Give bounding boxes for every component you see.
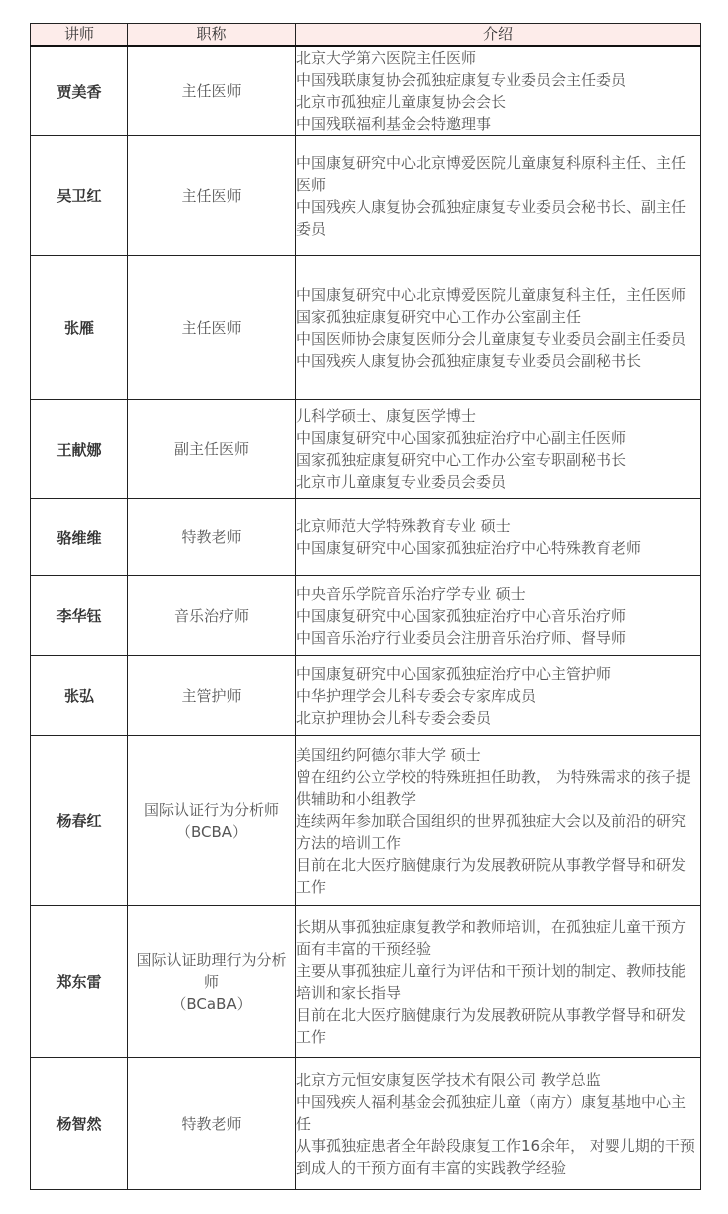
header-title: 职称 bbox=[128, 24, 296, 47]
intro-line: 曾在纽约公立学校的特殊班担任助教， 为特殊需求的孩子提供辅助和小组教学 bbox=[296, 767, 691, 808]
intro-line: 北京大学第六医院主任医师 bbox=[296, 49, 477, 67]
lecturer-title bbox=[128, 136, 296, 256]
lecturer-table bbox=[30, 23, 701, 1190]
title-line: （BCBA） bbox=[175, 822, 248, 841]
intro-line: 中国康复研究中心国家孤独症治疗中心音乐治疗师 bbox=[296, 606, 627, 625]
intro-line: 目前在北大医疗脑健康行为发展教研院从事教学督导和研发工作 bbox=[296, 1005, 687, 1046]
lecturer-intro bbox=[296, 906, 701, 1058]
intro-line: 国家孤独症康复研究中心工作办公室副主任 bbox=[296, 307, 582, 326]
intro-line: 中国康复研究中心国家孤独症治疗中心主管护师 bbox=[296, 664, 612, 683]
intro-line: 儿科学硕士、康复医学博士 bbox=[296, 407, 477, 425]
lecturer-title bbox=[128, 736, 296, 906]
intro-line: 目前在北大医疗脑健康行为发展教研院从事教学督导和研发工作 bbox=[296, 855, 687, 896]
intro-line: 北京方元恒安康复医学技术有限公司 教学总监 bbox=[296, 1070, 601, 1089]
intro-line: 北京护理协会儿科专委会委员 bbox=[296, 708, 492, 727]
header-intro: 介绍 bbox=[296, 24, 701, 47]
intro-line: 中国残疾人福利基金会孤独症儿童（南方）康复基地中心主任 bbox=[296, 1092, 687, 1133]
title-line: 主任医师 bbox=[181, 318, 242, 337]
lecturer-title bbox=[128, 400, 296, 499]
intro-line: 从事孤独症患者全年龄段康复工作16余年， 对婴儿期的干预到成人的干预方面有丰富的实践教学经验 bbox=[296, 1136, 695, 1177]
lecturer-name: 骆维维 bbox=[31, 499, 128, 576]
lecturer-intro bbox=[296, 576, 701, 656]
intro-line: 长期从事孤独症康复教学和教师培训，在孤独症儿童干预方面有丰富的干预经验 bbox=[296, 917, 687, 958]
title-line: 主任医师 bbox=[181, 82, 242, 100]
lecturer-intro bbox=[296, 499, 701, 576]
title-line: 国际认证助理行为分析师 bbox=[136, 950, 287, 991]
lecturer-intro bbox=[296, 256, 701, 400]
lecturer-name: 杨春红 bbox=[31, 736, 128, 906]
lecturer-title bbox=[128, 906, 296, 1058]
intro-line: 中国残联福利基金会特邀理事 bbox=[296, 115, 492, 133]
table-row bbox=[31, 499, 701, 576]
table-row bbox=[31, 656, 701, 736]
table-row bbox=[31, 256, 701, 400]
lecturer-name: 郑东雷 bbox=[31, 906, 128, 1058]
title-line: 国际认证行为分析师 bbox=[143, 800, 279, 819]
table-row bbox=[31, 906, 701, 1058]
intro-line: 连续两年参加联合国组织的世界孤独症大会以及前沿的研究方法的培训工作 bbox=[296, 811, 687, 852]
intro-line: 中华护理学会儿科专委会专家库成员 bbox=[296, 686, 537, 705]
header-name: 讲师 bbox=[31, 24, 128, 47]
lecturer-title bbox=[128, 46, 296, 136]
lecturer-intro bbox=[296, 736, 701, 906]
intro-line: 中国残疾人康复协会孤独症康复专业委员会副秘书长 bbox=[296, 351, 642, 370]
intro-line: 中央音乐学院音乐治疗学专业 硕士 bbox=[296, 584, 526, 603]
lecturer-name: 王献娜 bbox=[31, 400, 128, 499]
title-line: 音乐治疗师 bbox=[173, 606, 249, 625]
lecturer-intro bbox=[296, 46, 701, 136]
intro-line: 中国康复研究中心北京博爱医院儿童康复科原科主任、主任医师 bbox=[296, 153, 687, 194]
intro-line: 北京市孤独症儿童康复协会会长 bbox=[296, 93, 507, 111]
lecturer-title bbox=[128, 576, 296, 656]
intro-line: 北京市儿童康复专业委员会委员 bbox=[296, 473, 507, 491]
title-line: 特教老师 bbox=[181, 1114, 242, 1133]
lecturer-name: 张弘 bbox=[31, 656, 128, 736]
intro-line: 国家孤独症康复研究中心工作办公室专职副秘书长 bbox=[296, 451, 627, 469]
intro-line: 中国康复研究中心国家孤独症治疗中心副主任医师 bbox=[296, 429, 627, 447]
lecturer-name: 吴卫红 bbox=[31, 136, 128, 256]
lecturer-intro bbox=[296, 136, 701, 256]
lecturer-title bbox=[128, 656, 296, 736]
title-line: 副主任医师 bbox=[173, 440, 249, 458]
intro-line: 主要从事孤独症儿童行为评估和干预计划的制定、教师技能培训和家长指导 bbox=[296, 961, 687, 1002]
lecturer-title bbox=[128, 256, 296, 400]
table-row bbox=[31, 576, 701, 656]
title-line: 主管护师 bbox=[181, 686, 242, 705]
table-row bbox=[31, 736, 701, 906]
intro-line: 中国医师协会康复医师分会儿童康复专业委员会副主任委员 bbox=[296, 329, 687, 348]
table-header-row bbox=[31, 24, 701, 47]
lecturer-intro bbox=[296, 656, 701, 736]
title-line: （BCaBA） bbox=[171, 994, 252, 1013]
lecturer-intro bbox=[296, 400, 701, 499]
lecturer-intro bbox=[296, 1058, 701, 1190]
table-row bbox=[31, 400, 701, 499]
lecturer-name: 贾美香 bbox=[31, 46, 128, 136]
title-line: 特教老师 bbox=[181, 528, 242, 546]
lecturer-name: 李华钰 bbox=[31, 576, 128, 656]
table-row bbox=[31, 46, 701, 136]
intro-line: 中国音乐治疗行业委员会注册音乐治疗师、督导师 bbox=[296, 628, 627, 647]
intro-line: 中国康复研究中心北京博爱医院儿童康复科主任，主任医师 bbox=[296, 285, 687, 304]
table-row bbox=[31, 1058, 701, 1190]
lecturer-title bbox=[128, 1058, 296, 1190]
intro-line: 北京师范大学特殊教育专业 硕士 bbox=[296, 517, 511, 535]
table-row bbox=[31, 136, 701, 256]
title-line: 主任医师 bbox=[181, 186, 242, 205]
lecturer-title bbox=[128, 499, 296, 576]
intro-line: 中国康复研究中心国家孤独症治疗中心特殊教育老师 bbox=[296, 539, 642, 557]
intro-line: 美国纽约阿德尔菲大学 硕士 bbox=[296, 745, 481, 764]
lecturer-name: 杨智然 bbox=[31, 1058, 128, 1190]
lecturer-name: 张雁 bbox=[31, 256, 128, 400]
intro-line: 中国残联康复协会孤独症康复专业委员会主任委员 bbox=[296, 71, 627, 89]
intro-line: 中国残疾人康复协会孤独症康复专业委员会秘书长、副主任委员 bbox=[296, 197, 687, 238]
